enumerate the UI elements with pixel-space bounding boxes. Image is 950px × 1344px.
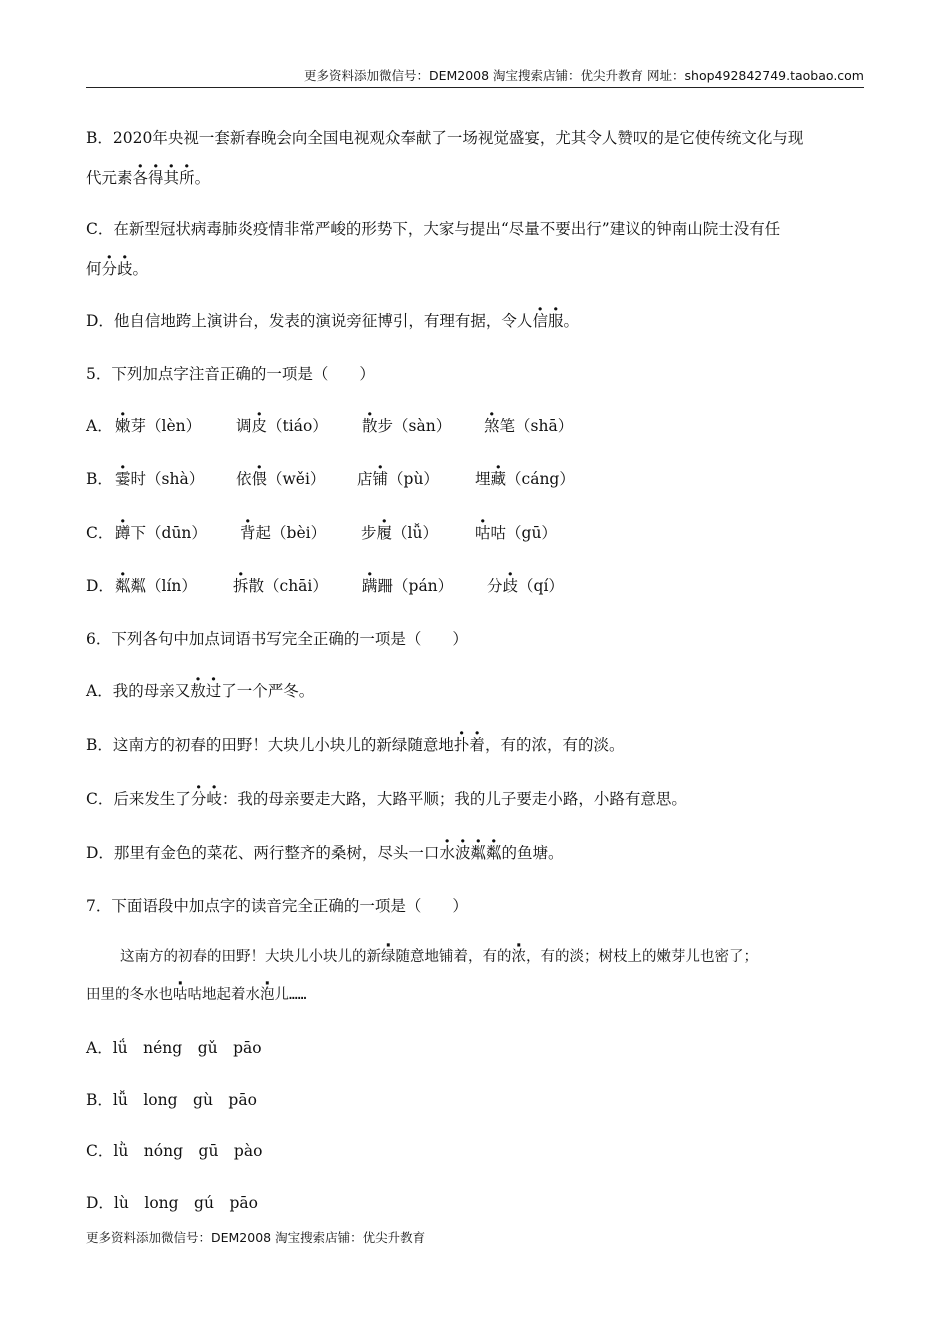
q6-option-a [86,684,314,700]
dotted-char: 粼 [115,577,131,595]
text: 依 [236,470,252,488]
q5-a-item-3 [362,419,451,435]
text: ：我的母亲要走大路，大路平顺；我的儿子要走小路，小路有意思。 [221,790,687,808]
text: 埋 [475,470,491,488]
q7-stem: 7．下面语段中加点字的读音完全正确的一项是（ ） [86,897,468,915]
dotted-char: 所 [179,169,195,187]
q5-d-item-3 [362,579,453,595]
dotted-char: 绿 [381,949,396,965]
q4-option-c-line1: C．在新型冠状病毒肺炎疫情非常严峻的形势下，大家与提出“尽量不要出行”建议的钟南山院士没有任 [86,220,781,238]
text: 时（shà） [130,470,205,488]
page-footer: 更多资料添加微信号：DEM2008 淘宝搜索店铺：优尖升教育 [86,1230,426,1245]
dotted-char: 过 [205,682,222,700]
dotted-char: 拆 [233,577,249,595]
dotted-char: 蹒 [362,577,378,595]
text: 。 [132,260,149,278]
text: B．这南方的初春的田野！大块儿小块儿的新绿随意地 [86,736,454,754]
dotted-char: 得 [148,169,164,187]
text: 的鱼塘。 [501,844,564,862]
option-label: A． [86,417,113,435]
text: 。 [563,312,579,330]
q6-stem: 6．下列各句中加点词语书写完全正确的一项是（ ） [86,630,468,648]
q5-b-item-2 [236,472,325,488]
text: 散（chāi） [248,577,328,595]
dotted-char: 分 [101,260,118,278]
text: 跚（pán） [377,577,454,595]
dotted-char: 蹲 [115,524,131,542]
dotted-char: 藏 [490,470,507,488]
text: （lǚ） [392,524,438,542]
q6-option-d [86,846,564,862]
text: （qí） [518,577,564,595]
text: D．那里有金色的菜花、两行整齐的桑树，尽头一口 [86,844,440,862]
text: 咕地起着水 [187,987,260,1003]
text: 芽（lèn） [130,417,202,435]
q5-stem: 5．下列加点字注音正确的一项是（ ） [86,365,375,383]
header-rule [86,87,864,88]
text: C．后来发生了 [86,790,191,808]
dotted-char: 泡 [260,987,275,1003]
q5-c-item-3 [361,526,438,542]
option-label: C． [86,524,114,542]
text: 这南方的初春的田野！大块儿小块儿的新 [120,949,381,965]
dotted-char: 歧 [502,577,519,595]
dotted-char: 粼 [485,844,502,862]
text: （wěi） [267,470,326,488]
dotted-char: 歧 [117,260,133,278]
q7-option-b: B．lǚ long gù pāo [86,1091,257,1109]
q5-a-item-1 [115,419,201,435]
q7-passage-line1 [120,950,758,965]
dotted-char: 皮 [251,417,268,435]
q6-option-c [86,792,687,808]
q4-option-c-line2 [86,262,148,278]
dotted-char: 霎 [115,470,131,488]
q7-option-d: D．lù long gú pāo [86,1194,258,1212]
dotted-char: 履 [376,524,393,542]
text: A．我的母亲又 [86,682,191,700]
q5-c-item-1 [115,526,207,542]
q4-option-d [86,314,579,330]
dotted-char: 波 [454,844,471,862]
dotted-char: 咕 [173,987,188,1003]
text: 调 [236,417,252,435]
text: （cáng） [506,470,575,488]
q5-d-item-2 [233,579,328,595]
q7-option-a: A．lǘ néng gǔ pāo [86,1039,262,1057]
option-label: D． [86,577,114,595]
text: 儿…… [274,987,307,1003]
dotted-char: 服 [547,312,564,330]
dotted-char: 岐 [206,790,222,808]
dotted-char: 水 [439,844,455,862]
dotted-char: 煞 [484,417,500,435]
dotted-char: 嫩 [115,417,131,435]
text: ，有的浓，有的淡。 [484,736,625,754]
dotted-char: 铺 [372,470,389,488]
dotted-char: 扑 [453,736,470,754]
dotted-char: 着 [469,736,485,754]
q5-d-item-1 [115,579,197,595]
text: （tiáo） [267,417,328,435]
text: 起（bèi） [255,524,327,542]
dotted-char: 咕 [475,524,491,542]
text: ，有的淡；树枝上的嫩芽儿也密了； [526,949,758,965]
option-label: B． [86,470,113,488]
q5-c-item-4 [475,526,557,542]
dotted-char: 其 [163,169,180,187]
text: 代元素 [86,169,133,187]
page-header: 更多资料添加微信号：DEM2008 淘宝搜索店铺：优尖升教育 网址：shop492842749.taobao.com [303,68,864,83]
dotted-char: 敖 [190,682,206,700]
text: D．他自信地跨上演讲台，发表的演说旁征博引，有理有据，令人 [86,312,533,330]
text: 下（dūn） [130,524,207,542]
q4-option-b-line1: B．2020年央视一套新春晚会向全国电视观众奉献了一场视觉盛宴，尤其令人赞叹的是它使传统文化与现 [86,129,804,147]
q7-passage-line2 [86,988,306,1003]
q5-b-item-3 [357,472,439,488]
dotted-char: 信 [532,312,548,330]
dotted-char: 浓 [511,949,526,965]
text: 粼（lín） [130,577,197,595]
dotted-char: 分 [190,790,207,808]
dotted-char: 各 [132,169,149,187]
q6-option-b [86,738,624,754]
text: 分 [487,577,503,595]
q4-option-b-line2 [86,171,210,187]
q5-a-item-4 [484,419,573,435]
dotted-char: 粼 [470,844,486,862]
text: 了一个严冬。 [221,682,315,700]
dotted-char: 散 [362,417,378,435]
q7-option-c: C．lǜ nóng gū pào [86,1142,263,1160]
text: 随意地铺着，有的 [395,949,512,965]
text: 步（sàn） [377,417,452,435]
q5-c-item-2 [240,526,326,542]
dotted-char: 偎 [251,470,268,488]
q5-d-item-4 [487,579,564,595]
dotted-char: 背 [240,524,256,542]
q5-b-item-4 [475,472,575,488]
text: 何 [86,260,102,278]
text: 。 [194,169,211,187]
text: （pù） [388,470,439,488]
text: 笔（shā） [499,417,574,435]
text: 咕（gū） [490,524,557,542]
q5-b-item-1 [115,472,204,488]
text: 店 [357,470,373,488]
text: 田里的冬水也 [86,987,173,1003]
text: 步 [361,524,377,542]
q5-a-item-2 [236,419,328,435]
